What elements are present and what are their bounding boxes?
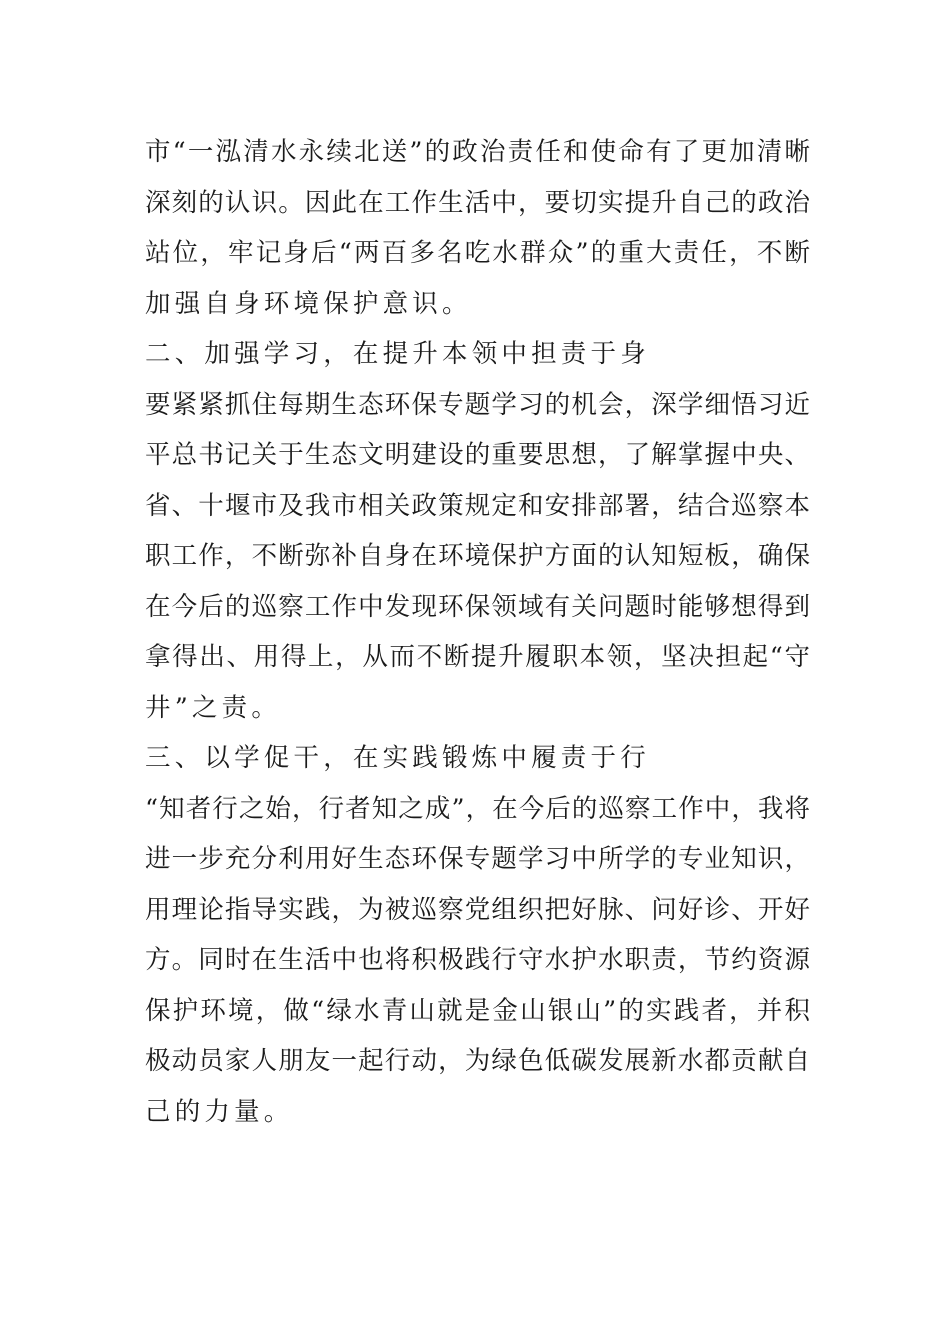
text-line: “知者行之始，行者知之成”，在今后的巡察工作中，我将 bbox=[145, 793, 810, 824]
text-line: 在今后的巡察工作中发现环保领域有关问题时能够想得到 bbox=[145, 591, 810, 622]
text-line: 站位，牢记身后“两百多名吃水群众”的重大责任，不断 bbox=[145, 238, 810, 268]
text-line: 拿得出、用得上，从而不断提升履职本领，坚决担起“守 bbox=[145, 642, 810, 672]
text-line: 己的力量。 bbox=[145, 1096, 294, 1127]
text-line: 省、十堰市及我市相关政策规定和安排部署，结合巡察本 bbox=[145, 490, 810, 521]
section-heading-3: 三、以学促干，在实践锻炼中履责于行 bbox=[145, 743, 650, 773]
text-line: 加强自身环境保护意识。 bbox=[145, 288, 472, 319]
text-line: 方。同时在生活中也将积极践行守水护水职责，节约资源 bbox=[145, 945, 810, 975]
text-line: 市“一泓清水永续北送”的政治责任和使命有了更加清晰 bbox=[145, 137, 810, 167]
text-line: 进一步充分利用好生态环保专题学习中所学的专业知识， bbox=[145, 844, 810, 874]
section-heading-2: 二、加强学习，在提升本领中担责于身 bbox=[145, 339, 650, 369]
text-line: 职工作，不断弥补自身在环境保护方面的认知短板，确保 bbox=[145, 541, 810, 571]
text-line: 用理论指导实践，为被巡察党组织把好脉、问好诊、开好 bbox=[145, 894, 810, 925]
text-line: 要紧紧抓住每期生态环保专题学习的机会，深学细悟习近 bbox=[145, 389, 810, 420]
text-line: 深刻的认识。因此在工作生活中，要切实提升自己的政治 bbox=[145, 187, 810, 218]
text-line: 平总书记关于生态文明建设的重要思想，了解掌握中央、 bbox=[145, 440, 810, 470]
document-body bbox=[145, 127, 810, 1137]
text-line: 极动员家人朋友一起行动，为绿色低碳发展新水都贡献自 bbox=[145, 1046, 810, 1076]
text-line: 井”之责。 bbox=[145, 692, 282, 723]
text-line: 保护环境，做“绿水青山就是金山银山”的实践者，并积 bbox=[145, 995, 810, 1026]
